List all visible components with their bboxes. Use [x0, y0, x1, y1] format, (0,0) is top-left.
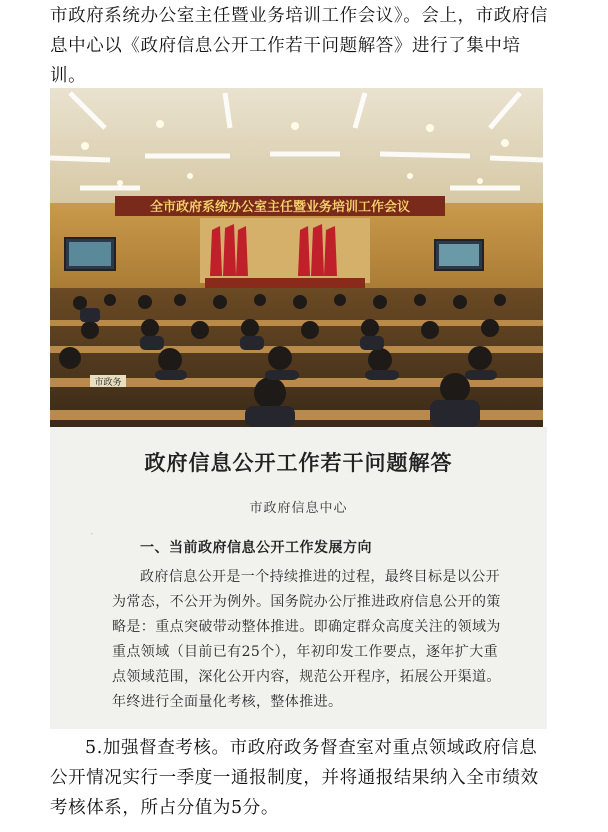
scan-author: 市政府信息中心 [249, 501, 348, 516]
banner-text: 全市政府系统办公室主任暨业务培训工作会议 [149, 200, 411, 215]
scan-body-text: 政府信息公开是一个持续推进的过程，最终目标是以公开为常态，不公开为例外。国务院办公厅推进政府信息公开的策略是：重点突破带动整体推进。即确定群众高度关注的领域为重点领域（目前已有25个），年初印发工作要点，逐年扩大重点领域范围，深化公开内容，规范公开程序，拓展公开渠道。年终进行全面量化考核，整体推进。 [112, 569, 501, 710]
scan-body [112, 565, 512, 715]
article-paragraph-bottom: 5.加强督查考核。市政府政务督查室对重点领域政府信息公开情况实行一季度一通报制度，并将通报结果纳入全市绩效考核体系，所占分值为5分。 [50, 738, 539, 818]
scan-title: 政府信息公开工作若干问题解答 [144, 450, 453, 475]
article-paragraph-top: 市政府系统办公室主任暨业务培训工作会议》。会上，市政府信息中心以《政府信息公开工作若干问题解答》进行了集中培训。 [50, 6, 549, 86]
desk-sign-text: 市政务 [94, 378, 122, 388]
meeting-photo [50, 88, 543, 427]
scanned-document: · 政府信息公开工作若干问题解答 市政府信息中心 一、当前政府信息公开工作发展方向 政府信息公开是一个持续推进的过程，最终目标是以公开为常态，不公开为例外。国务院办公厅推进政府信息公开的策略是：重点突破带动整体推进。即确定群众高度关注的领域为重点领域（目前已有25个），年初印发工作要点，逐年扩大重点领域范围，深化公开内容，规范公开程序，拓展公开渠道。年终进行全面量化考核，整体推进。 [50, 427, 547, 729]
scan-heading: 一、当前政府信息公开工作发展方向 [140, 540, 372, 556]
